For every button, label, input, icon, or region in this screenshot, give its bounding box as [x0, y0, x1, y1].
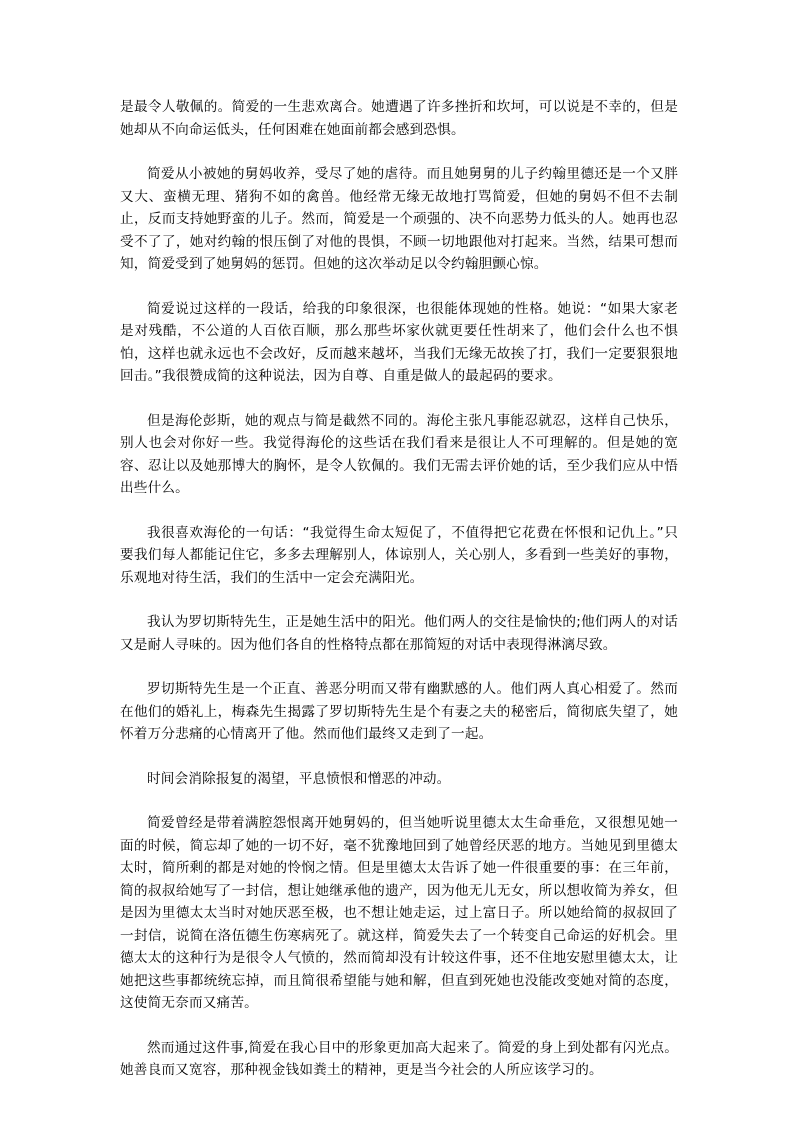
paragraph-4: 但是海伦彭斯，她的观点与简是截然不同的。海伦主张凡事能忍就忍，这样自己快乐，别人也会对你好一些。我觉得海伦的这些话在我们看来是很让人不可理解的。但是她的宽容、忍让以及她那博大的胸怀，是令人钦佩的。我们无需去评价她的话，至少我们应从中悟出些什么。 [120, 412, 678, 496]
paragraph-8: 时间会消除报复的渴望，平息愤恨和憎恶的冲动。 [147, 770, 451, 787]
paragraph-2: 简爱从小被她的舅妈收养，受尽了她的虐待。而且她舅舅的儿子约翰里德还是一个又胖又大、蛮横无理、猪狗不如的禽兽。他经常无缘无故地打骂简爱，但她的舅妈不但不去制止，反而支持她野蛮的儿子。然而，简爱是一个顽强的、决不向恶势力低头的人。她再也忍受不了了，她对约翰的恨压倒了对他的畏惧，不顾一切地跟他对打起来。当然，结果可想而知，简爱受到了她舅妈的惩罚。但她的这次举动足以令约翰胆颤心惊。 [120, 166, 678, 272]
paragraph-10: 然而通过这件事,简爱在我心目中的形象更加高大起来了。简爱的身上到处都有闪光点。她善良而又宽容，那种视金钱如粪土的精神，更是当今社会的人所应该学习的。 [120, 1039, 678, 1078]
paragraph-5: 我很喜欢海伦的一句话：“我觉得生命太短促了，不值得把它花费在怀恨和记仇上。”只要我们每人都能记住它，多多去理解别人，体谅别人，关心别人，多看到一些美好的事物，乐观地对待生活，我们的生活中一定会充满阳光。 [120, 524, 678, 586]
paragraph-3: 简爱说过这样的一段话，给我的印象很深，也很能体现她的性格。她说：“如果大家老是对残酷，不公道的人百依百顺，那么那些坏家伙就更要任性胡来了，他们会什么也不惧怕，这样也就永远也不会改好，反而越来越坏，当我们无缘无故挨了打，我们一定要狠狠地回击。”我很赞成简的这种说法，因为自尊、自重是做人的最起码的要求。 [120, 300, 678, 384]
paragraph-9: 简爱曾经是带着满腔怨恨离开她舅妈的，但当她听说里德太太生命垂危，又很想见她一面的时候，简忘却了她的一切不好，毫不犹豫地回到了她曾经厌恶的地方。当她见到里德太太时，简所剩的都是对她的怜悯之情。但是里德太太告诉了她一件很重要的事：在三年前，简的叔叔给她写了一封信，想让她继承他的遗产，因为他无儿无女，所以想收简为养女，但是因为里德太太当时对她厌恶至极，也不想让她走运，过上富日子。所以她给简的叔叔回了一封信，说简在洛伍德生伤寒病死了。就这样，简爱失去了一个转变自己命运的好机会。里德太太的这种行为是很令人气愤的，然而简却没有计较这件事，还不住地安慰里德太太，让她把这些事都统统忘掉，而且简很希望能与她和解，但直到死她也没能改变她对简的态度，这使简无奈而又痛苦。 [120, 815, 678, 1011]
paragraph-7: 罗切斯特先生是一个正直、善恶分明而又带有幽默感的人。他们两人真心相爱了。然而在他们的婚礼上，梅森先生揭露了罗切斯特先生是个有妻之夫的秘密后，简彻底失望了，她怀着万分悲痛的心情离开了他。然而他们最终又走到了一起。 [120, 681, 678, 742]
document-page [120, 96, 678, 1104]
paragraph-6: 我认为罗切斯特先生，正是她生活中的阳光。他们两人的交往是愉快的;他们两人的对话又是耐人寻味的。因为他们各自的性格特点都在那简短的对话中表现得淋漓尽致。 [120, 614, 678, 653]
paragraph-1: 是最令人敬佩的。简爱的一生悲欢离合。她遭遇了许多挫折和坎坷，可以说是不幸的，但是她却从不向命运低头，任何困难在她面前都会感到恐惧。 [120, 99, 678, 138]
